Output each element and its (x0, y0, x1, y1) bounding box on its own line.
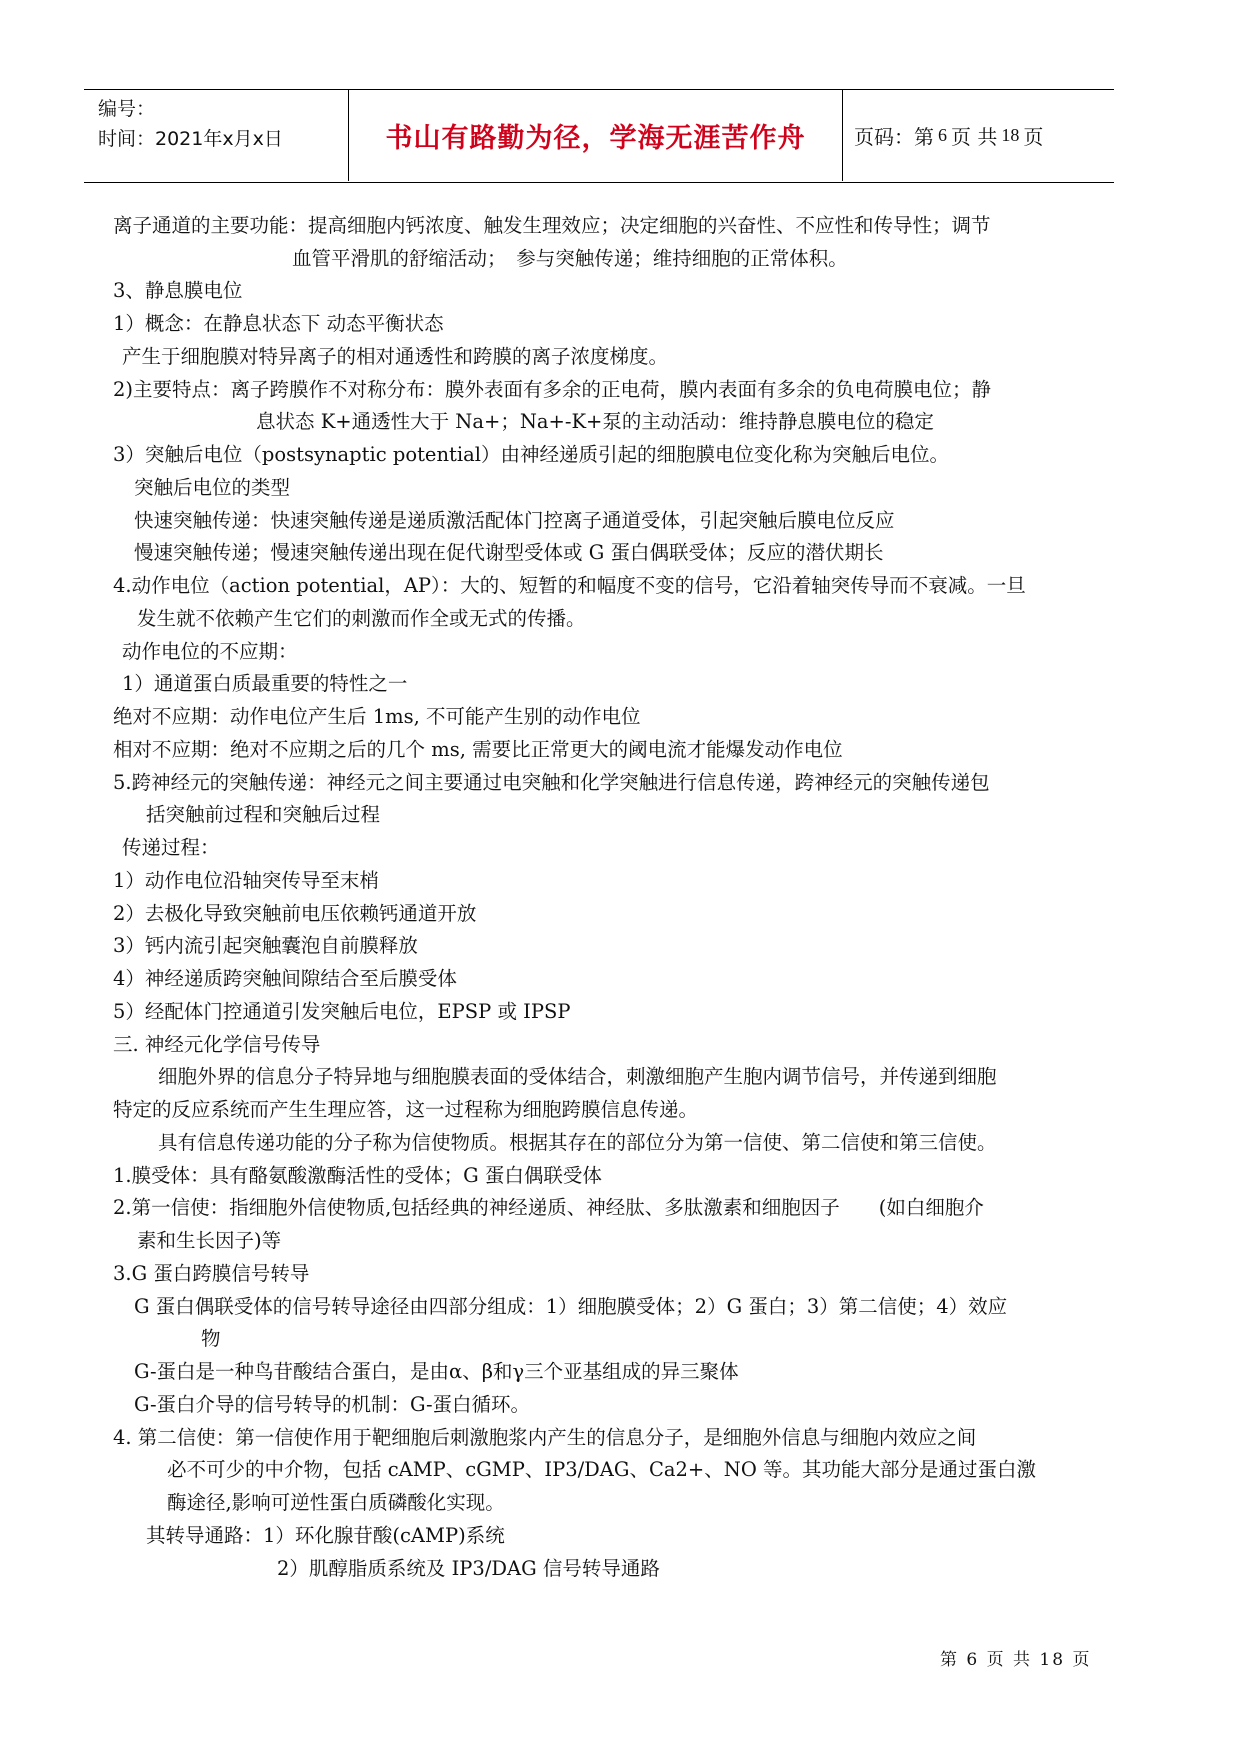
text-line: 细胞外界的信息分子特异地与细胞膜表面的受体结合，刺激细胞产生胞内调节信号，并传递到细胞 (158, 1065, 997, 1088)
text-line: 2.第一信使：指细胞外信使物质,包括经典的神经递质、神经肽、多肽激素和细胞因子 (如白细胞介 (113, 1196, 984, 1219)
text-line: 5.跨神经元的突触传递：神经元之间主要通过电突触和化学突触进行信息传递，跨神经元的突触传递包 (113, 771, 990, 794)
text-line: 4. 第二信使：第一信使作用于靶细胞后刺激胞浆内产生的信息分子，是细胞外信息与细胞内效应之间 (113, 1426, 977, 1449)
text-line: 慢速突触传递；慢速突触传递出现在促代谢型受体或 G 蛋白偶联受体；反应的潜伏期长 (134, 541, 884, 564)
text-line: 动作电位的不应期： (122, 640, 298, 663)
text-line: 1）通道蛋白质最重要的特性之一 (122, 672, 408, 695)
text-line: 其转导通路：1）环化腺苷酸(cAMP)系统 (146, 1524, 505, 1547)
text-line: 息状态 K+通透性大于 Na+；Na+-K+泵的主动活动：维持静息膜电位的稳定 (256, 410, 934, 433)
page-prefix: 页码：第 (854, 125, 934, 149)
text-line: 括突触前过程和突触后过程 (146, 803, 381, 826)
text-line: 物 (201, 1327, 221, 1350)
text-line: 绝对不应期：动作电位产生后 1ms, 不可能产生别的动作电位 (113, 705, 641, 728)
document-number-label: 编号： (98, 98, 156, 120)
header-meta (98, 94, 358, 154)
text-line: G-蛋白介导的信号转导的机制：G-蛋白循环。 (134, 1393, 531, 1416)
section-heading: 3、静息膜电位 (113, 279, 243, 302)
list-item: 4）神经递质跨突触间隙结合至后膜受体 (113, 967, 457, 990)
page-footer: 第 6 页 共 18 页 (940, 1650, 1092, 1670)
text-line: 产生于细胞膜对特异离子的相对通透性和跨膜的离子浓度梯度。 (122, 345, 669, 368)
text-line: 传递过程： (122, 836, 220, 859)
document-date: 时间：2021年x月x日 (98, 128, 283, 150)
list-item: 3）钙内流引起突触囊泡自前膜释放 (113, 934, 418, 957)
text-line: 快速突触传递：快速突触传递是递质激活配体门控离子通道受体，引起突触后膜电位反应 (134, 509, 895, 532)
page-current: 6 (938, 125, 947, 145)
text-line: 1.膜受体：具有酪氨酸激酶活性的受体；G 蛋白偶联受体 (113, 1164, 602, 1187)
text-line: G-蛋白是一种鸟苷酸结合蛋白，是由α、β和γ三个亚基组成的异三聚体 (134, 1360, 739, 1383)
text-line: 素和生长因子)等 (137, 1229, 282, 1252)
text-line: 突触后电位的类型 (134, 476, 291, 499)
text-line: G 蛋白偶联受体的信号转导途径由四部分组成：1）细胞膜受体；2）G 蛋白；3）第二信使；4）效应 (134, 1295, 1008, 1318)
header-motto: 书山有路勤为径，学海无涯苦作舟 (348, 90, 843, 181)
list-item: 5）经配体门控通道引发突触后电位，EPSP 或 IPSP (113, 1000, 571, 1023)
text-line: 2）肌醇脂质系统及 IP3/DAG 信号转导通路 (277, 1557, 660, 1580)
text-line: 3.G 蛋白跨膜信号转导 (113, 1262, 310, 1285)
text-line: 1）概念：在静息状态下 动态平衡状态 (113, 312, 444, 335)
list-item: 2）去极化导致突触前电压依赖钙通道开放 (113, 902, 477, 925)
list-item: 1）动作电位沿轴突传导至末梢 (113, 869, 379, 892)
text-line: 相对不应期：绝对不应期之后的几个 ms, 需要比正常更大的阈电流才能爆发动作电位 (113, 738, 843, 761)
text-line: 具有信息传递功能的分子称为信使物质。根据其存在的部位分为第一信使、第二信使和第三信使。 (158, 1131, 997, 1154)
text-line: 3）突触后电位（postsynaptic potential）由神经递质引起的细胞膜电位变化称为突触后电位。 (113, 443, 949, 466)
text-line: 4.动作电位（action potential，AP）：大的、短暂的和幅度不变的信号，它沿着轴突传导而不衰减。一旦 (113, 574, 1026, 597)
text-line: 特定的反应系统而产生生理应答，这一过程称为细胞跨膜信息传递。 (113, 1098, 699, 1121)
page-suffix: 页 (1023, 125, 1044, 149)
page-mid: 页 共 (951, 125, 998, 149)
text-line: 必不可少的中介物，包括 cAMP、cGMP、IP3/DAG、Ca2+、NO 等。其功能大部分是通过蛋白激 (167, 1458, 1037, 1481)
section-heading: 三. 神经元化学信号传导 (113, 1033, 321, 1056)
text-line: 酶途径,影响可逆性蛋白质磷酸化实现。 (167, 1491, 505, 1514)
text-line: 发生就不依赖产生它们的刺激而作全或无式的传播。 (137, 607, 586, 630)
page-total: 18 (1001, 125, 1020, 145)
header-page-number (854, 90, 1043, 181)
text-line: 血管平滑肌的舒缩活动； 参与突触传递；维持细胞的正常体积。 (292, 247, 848, 270)
text-line: 离子通道的主要功能：提高细胞内钙浓度、触发生理效应；决定细胞的兴奋性、不应性和传导性；调节 (113, 214, 991, 237)
text-line: 2)主要特点：离子跨膜作不对称分布：膜外表面有多余的正电荷，膜内表面有多余的负电荷膜电位；静 (113, 378, 992, 401)
page-header (84, 89, 1114, 183)
